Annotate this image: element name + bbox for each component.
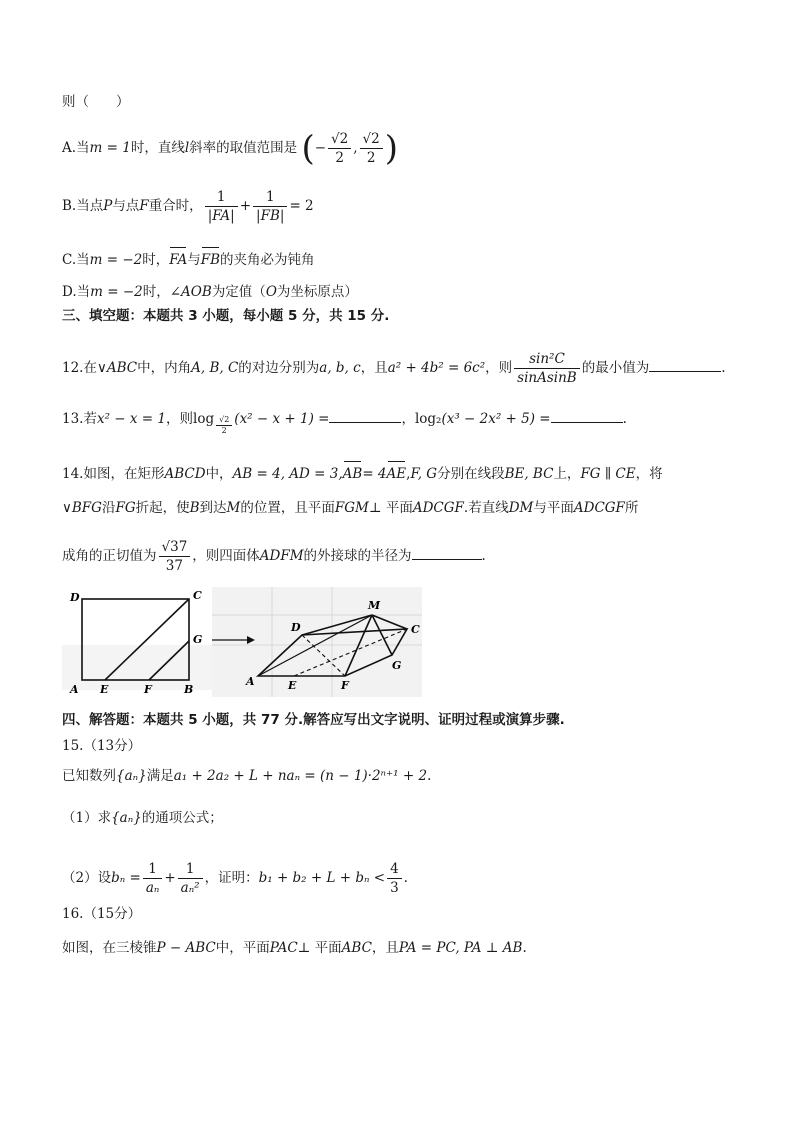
label-g-left: G — [193, 633, 203, 646]
label-d-right: D — [291, 621, 301, 634]
q12-frac: $\frac{\text{sin²C}}{\text{sinAsinB}}$ — [514, 350, 580, 387]
right-paren: ) — [384, 128, 399, 169]
q16-heading: 16.（15分） — [62, 906, 142, 922]
label-f-right: F — [341, 679, 349, 692]
left-paren: ( — [301, 128, 315, 169]
label-d-left: D — [70, 591, 80, 604]
q11-option-b: B.当点P与点F重合时， $\frac{1}{|FA|}$ + $\frac{1}{|FB|}$ = 2 — [62, 189, 314, 224]
opt-b-frac1: $\frac{1}{|FA|}$ — [205, 188, 238, 225]
opt-a-label: A.当 — [62, 140, 90, 156]
section-4-heading: 四、解答题：本题共 5 小题，共 77 分.解答应写出文字说明、证明过程或演算步骤. — [62, 712, 565, 728]
answer-blank[interactable] — [412, 545, 482, 560]
q15-frac1: $\frac{1}{\text{aₙ}}$ — [143, 860, 163, 897]
label-m-right: M — [368, 599, 381, 612]
opt-b-frac2: $\frac{1}{|FB|}$ — [253, 188, 287, 225]
q14-line2: ∨BFG沿FG折起，使B到达M的位置，且平面FGM⊥ 平面ADCGF.若直线DM与平面ADCGF所 — [62, 500, 639, 516]
log-base: $\frac{√2}{2}$ — [216, 415, 232, 436]
label-f-left: F — [144, 683, 152, 696]
label-a-right: A — [246, 675, 255, 688]
opt-a-frac2: $\frac{√2}{2}$ — [360, 130, 383, 167]
q11-stem-tail — [62, 92, 130, 112]
q15-statement: 已知数列{aₙ}满足a₁ + 2a₂ + L + naₙ = (n − 1)·2ⁿ⁺¹ + 2. — [62, 768, 432, 784]
opt-a-frac1: $\frac{√2}{2}$ — [328, 130, 351, 167]
opt-a-l: l — [184, 140, 190, 156]
label-g-right: G — [392, 659, 402, 672]
answer-blank[interactable] — [649, 357, 721, 372]
q15-heading: 15.（13分） — [62, 738, 142, 754]
opt-a-minus: − — [314, 140, 327, 156]
q15-frac3: $\frac{4}{3}$ — [387, 860, 402, 897]
label-a-left: A — [70, 683, 79, 696]
vector-fa: FA — [169, 252, 188, 268]
opt-a-comma: , — [353, 140, 358, 156]
q13: 13.若x² − x = 1，则log $\frac{√2}{2}$ (x² − x + 1) = ，log₂(x³ − 2x² + 5) = . — [62, 408, 627, 436]
scan-shading — [212, 587, 422, 697]
q14-line3: 成角的正切值为 $\frac{√37}{37}$ ，则四面体ADFM的外接球的半径为 . — [62, 539, 486, 574]
label-c-right: C — [411, 623, 420, 636]
vector-fb: FB — [200, 252, 220, 268]
q15-frac2: $\frac{1}{\text{aₙ²}}$ — [178, 860, 203, 897]
q11-ze: 则（ ） — [62, 94, 130, 110]
opt-a-m: m = 1 — [89, 140, 131, 156]
q15-part1: （1）求{aₙ}的通项公式； — [62, 810, 223, 826]
q15-part2: （2）设bₙ = $\frac{1}{\text{aₙ}}$ + $\frac{1}{\text{aₙ²}}$ ，证明：b₁ + b₂ + L + bₙ < $\frac{4}{3}$ . — [62, 861, 408, 896]
label-e-right: E — [288, 679, 297, 692]
opt-d-label: D.当 — [62, 284, 91, 300]
opt-a-text: 斜率的取值范围是 — [189, 140, 298, 156]
section-3-heading: 三、填空题：本题共 3 小题，每小题 5 分，共 15 分. — [62, 308, 390, 324]
q14-frac: $\frac{√37}{37}$ — [159, 538, 191, 575]
q14-line1: 14.如图，在矩形ABCD中，AB = 4, AD = 3,AB= 4AE,F, G分别在线段BE, BC上，FG ∥ CE，将 — [62, 466, 663, 482]
label-c-left: C — [193, 589, 202, 602]
vector-ae: AE — [386, 466, 407, 482]
vector-ab: AB — [342, 466, 363, 482]
q11-option-c: C.当m = −2时，FA与FB的夹角必为钝角 — [62, 252, 315, 268]
opt-c-label: C.当 — [62, 252, 90, 268]
answer-blank[interactable] — [329, 408, 401, 423]
q14-figure — [62, 585, 432, 700]
label-b-left: B — [184, 683, 194, 696]
label-e-left: E — [100, 683, 109, 696]
answer-blank[interactable] — [551, 408, 623, 423]
opt-b-label: B.当点 — [62, 198, 104, 214]
q11-option-a — [62, 130, 398, 167]
q11-option-d: D.当m = −2时，∠AOB为定值（O为坐标原点） — [62, 284, 358, 300]
opt-a-mid: 时，直线 — [130, 140, 185, 156]
q16-statement: 如图，在三棱锥P − ABC中，平面PAC⊥ 平面ABC，且PA = PC, PA ⊥ AB. — [62, 940, 527, 956]
q12: 12.在∨ABC中，内角A, B, C的对边分别为a, b, c，且a² + 4b² = 6c²，则 $\frac{\text{sin²C}}{\text{sinAsinB}}$ 的最小值为 . — [62, 351, 726, 386]
